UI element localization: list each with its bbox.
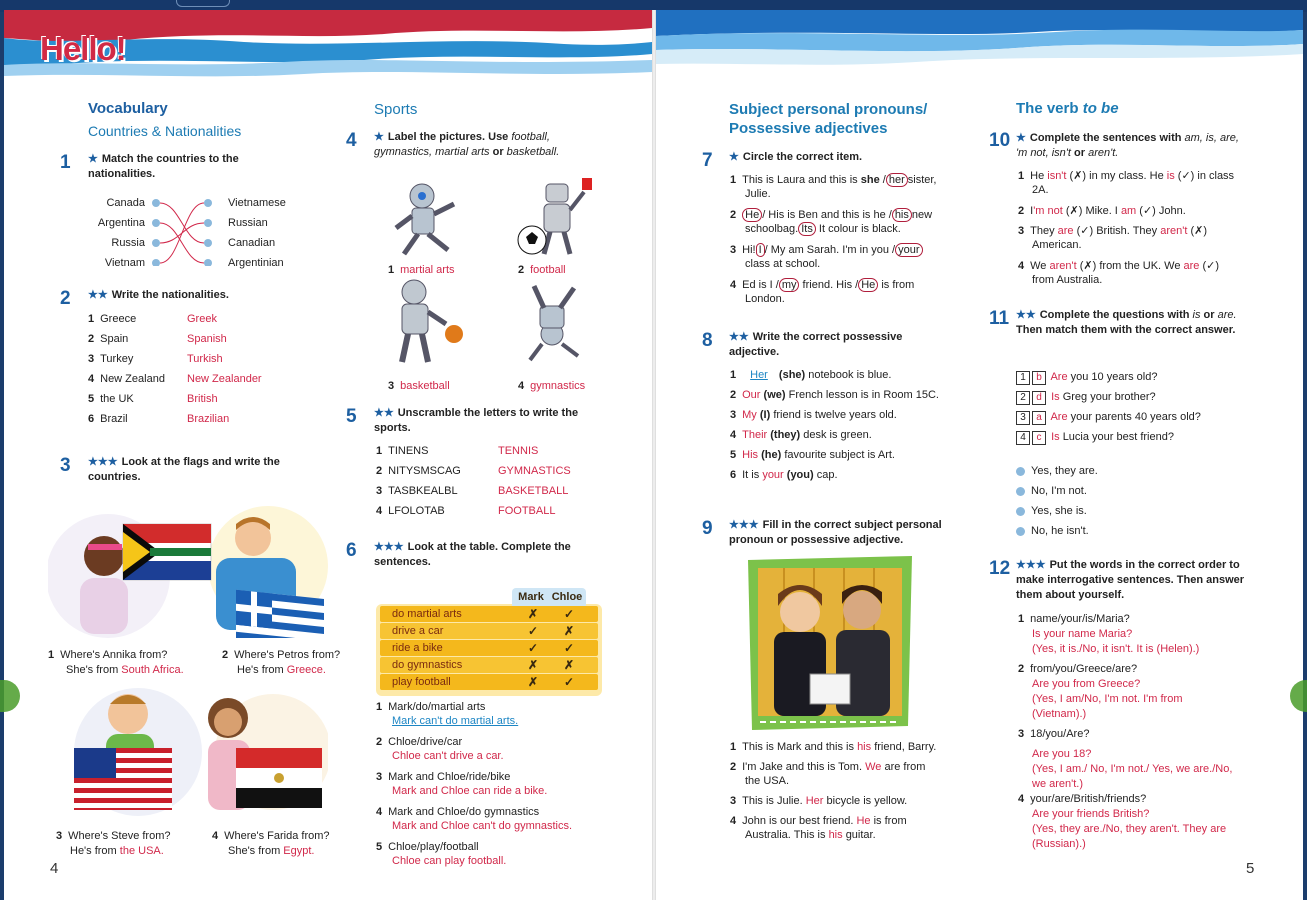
ex11-number: 11	[989, 308, 1010, 329]
ex10-number: 10	[989, 130, 1011, 151]
ex10-line-1: 1 He isn't (✗) in my class. He is (✓) in class	[1018, 170, 1235, 182]
ex7-line-4: 4 Ed is I / my friend. His / He is from	[730, 279, 915, 291]
ex12-item: 3 18/you/Are?	[1018, 728, 1090, 740]
table-cell-chloe: ✗	[563, 658, 575, 672]
ex12-answer: Are you 18?	[1032, 748, 1092, 760]
ex2-item: 6 Brazil	[88, 413, 128, 425]
ex1-number: 1	[60, 152, 71, 173]
ex12-answer: (Russian).)	[1032, 838, 1086, 850]
table-cell-chloe: ✓	[563, 641, 575, 655]
ex4-label-3: 3 basketball	[388, 380, 450, 392]
ex12-answer: (Yes, I am./ No, I'm not./ Yes, we are./No,	[1032, 763, 1233, 775]
ex5-instructions: ★★ Unscramble the letters to write the sports.	[374, 407, 579, 434]
ex7-line-3: 3 Hi! I / My am Sarah. I'm in you / your	[730, 243, 923, 257]
ex1-instructions: ★ Match the countries to the nationalities.	[88, 153, 239, 180]
ex6-answer: Chloe can play football.	[392, 855, 507, 867]
table-cell-chloe: ✓	[563, 675, 575, 689]
ex8-item: 1 Her (she) notebook is blue.	[730, 369, 892, 381]
ex3-q4: 4 Where's Farida from?	[212, 830, 330, 842]
ex12-item: 4 your/are/British/friends?	[1018, 793, 1147, 805]
table-row-activity: play football	[392, 676, 451, 688]
annika-petros-photo	[48, 506, 328, 638]
ex9-line-2: 2 I'm Jake and this is Tom. We are from	[730, 761, 926, 773]
ex9-line-1: 1 This is Mark and this is his friend, Barry.	[730, 741, 937, 753]
ex2-item: 5 the UK	[88, 393, 134, 405]
vocabulary-subtitle: Countries & Nationalities	[88, 123, 242, 139]
header-wave-right	[656, 10, 1303, 80]
table-row-activity: do martial arts	[392, 608, 462, 620]
ex12-answer: (Yes, I am/No, I'm not. I'm from	[1032, 693, 1183, 705]
ex12-item: 2 from/you/Greece/are?	[1018, 663, 1138, 675]
right-page-number: 5	[1246, 860, 1255, 877]
ex2-answer: Greek	[187, 313, 217, 325]
ex6-table	[376, 588, 602, 694]
table-row-activity: ride a bike	[392, 642, 443, 654]
ex9-number: 9	[702, 518, 713, 539]
table-cell-mark: ✓	[527, 624, 539, 638]
left-page-number: 4	[50, 860, 59, 877]
ex7-line-1b: Julie.	[745, 188, 771, 200]
left-page	[4, 10, 652, 900]
ex5-answer: GYMNASTICS	[498, 465, 571, 477]
ex2-item: 4 New Zealand	[88, 373, 165, 385]
ex8-item: 4 Their (they) desk is green.	[730, 429, 872, 441]
ex3-a2: He's from Greece.	[237, 664, 326, 676]
ex5-item: 2 NITYSMSCAG	[376, 465, 461, 477]
ex3-instructions: ★★★ Look at the flags and write the countries.	[88, 456, 280, 483]
ex3-a3: He's from the USA.	[70, 845, 164, 857]
ex7-line-2b: schoolbag. Its It colour is black.	[745, 223, 901, 235]
ex9-line-4: 4 John is our best friend. He is from	[730, 815, 907, 827]
ex9-instructions: ★★★ Fill in the correct subject personal pronoun or possessive adjective.	[729, 519, 942, 546]
ex8-item: 3 My (I) friend is twelve years old.	[730, 409, 897, 421]
ex2-answer: Spanish	[187, 333, 227, 345]
ex12-answer: we aren't.)	[1032, 778, 1084, 790]
table-row-activity: drive a car	[392, 625, 444, 637]
table-col-chloe: Chloe	[551, 591, 583, 603]
ex2-answer: Brazilian	[187, 413, 230, 425]
ex5-number: 5	[346, 406, 357, 427]
tobe-title: The verb to be	[1016, 100, 1119, 117]
ex4-label-1: 1 martial arts	[388, 264, 455, 276]
ex6-item: 1 Mark/do/martial arts	[376, 701, 486, 713]
ex12-item: 1 name/your/is/Maria?	[1018, 613, 1130, 625]
ex2-item: 1 Greece	[88, 313, 137, 325]
ex2-instructions: ★★ Write the nationalities.	[88, 289, 229, 301]
page-title: Hello!	[40, 30, 126, 67]
ex12-answer: Are your friends British?	[1032, 808, 1150, 820]
ex11-question: 2 d Is Greg your brother?	[1016, 390, 1156, 405]
ex11-question: 4 c Is Lucia your best friend?	[1016, 430, 1174, 445]
table-cell-mark: ✗	[527, 607, 539, 621]
ex1-country: Argentina	[97, 217, 145, 229]
ex11-answer-option: No, I'm not.	[1016, 484, 1087, 498]
ex5-answer: TENNIS	[498, 445, 539, 457]
toolbar-tab[interactable]	[176, 0, 230, 7]
ex6-item: 5 Chloe/play/football	[376, 841, 479, 853]
ex2-answer: Turkish	[187, 353, 223, 365]
ex5-item: 1 TINENS	[376, 445, 429, 457]
ex12-answer: Is your name Maria?	[1032, 628, 1133, 640]
ex2-number: 2	[60, 288, 71, 309]
pronouns-title: Subject personal pronouns/ Possessive adjectives	[729, 101, 928, 137]
table-cell-chloe: ✗	[563, 624, 575, 638]
table-cell-mark: ✓	[527, 641, 539, 655]
ex5-item: 3 TASBKEALBL	[376, 485, 458, 497]
ex3-a4: She's from Egypt.	[228, 845, 315, 857]
ex6-answer: Chloe can't drive a car.	[392, 750, 504, 762]
ex6-answer: Mark and Chloe can ride a bike.	[392, 785, 548, 797]
ex2-item: 2 Spain	[88, 333, 129, 345]
ex5-answer: FOOTBALL	[498, 505, 556, 517]
ex11-question: 3 a Are your parents 40 years old?	[1016, 410, 1201, 425]
ex1-country: Russia	[111, 237, 145, 249]
ex7-number: 7	[702, 150, 713, 171]
ex10-line-3: 3 They are (✓) British. They aren't (✗)	[1018, 225, 1208, 237]
ex1-nationality: Russian	[228, 217, 268, 229]
right-page	[656, 10, 1303, 900]
ex8-instructions: ★★ Write the correct possessive adjective.	[729, 331, 903, 358]
ex6-answer: Mark can't do martial arts.	[392, 715, 519, 727]
ex12-answer: (Vietnam).)	[1032, 708, 1087, 720]
ex7-line-4b: London.	[745, 293, 785, 305]
ex2-item: 3 Turkey	[88, 353, 134, 365]
ex6-answer: Mark and Chloe can't do gymnastics.	[392, 820, 573, 832]
ex11-question: 1 b Are you 10 years old?	[1016, 370, 1157, 385]
table-cell-mark: ✗	[527, 675, 539, 689]
table-cell-chloe: ✓	[563, 607, 575, 621]
ex11-answer-option: Yes, she is.	[1016, 504, 1087, 518]
steve-farida-photo	[48, 682, 328, 822]
ex11-answer-option: Yes, they are.	[1016, 464, 1098, 478]
ex6-item: 4 Mark and Chloe/do gymnastics	[376, 806, 540, 818]
ex3-q1: 1 Where's Annika from?	[48, 649, 168, 661]
ex5-answer: BASKETBALL	[498, 485, 569, 497]
ex8-number: 8	[702, 330, 713, 351]
ex6-number: 6	[346, 540, 357, 561]
ex6-item: 3 Mark and Chloe/ride/bike	[376, 771, 511, 783]
table-col-mark: Mark	[518, 591, 544, 603]
ex10-line-2: 2 I'm not (✗) Mike. I am (✓) John.	[1018, 205, 1186, 217]
ex1-matching-lines	[150, 196, 214, 266]
ex2-answer: New Zealander	[187, 373, 262, 385]
boys-reading-photo	[744, 554, 916, 732]
ex10-instructions: ★ Complete the sentences with am, is, are, 'm not, isn't or aren't.	[1016, 132, 1239, 159]
ex10-line-4b: from Australia.	[1032, 274, 1103, 286]
ex2-answer: British	[187, 393, 218, 405]
ex1-country: Canada	[106, 197, 145, 209]
ex3-q3: 3 Where's Steve from?	[56, 830, 171, 842]
ex3-q2: 2 Where's Petros from?	[222, 649, 341, 661]
ex7-line-1: 1 This is Laura and this is she / her sister,	[730, 174, 937, 186]
ex10-line-4: 4 We aren't (✗) from the UK. We are (✓)	[1018, 260, 1220, 272]
table-row-activity: do gymnastics	[392, 659, 463, 671]
ex6-item: 2 Chloe/drive/car	[376, 736, 463, 748]
table-cell-mark: ✗	[527, 658, 539, 672]
ex12-answer: (Yes, they are./No, they aren't. They are	[1032, 823, 1227, 835]
ex12-instructions: ★★★ Put the words in the correct order to make interrogative sentences. Then answer them about yourself.	[1016, 559, 1245, 601]
ex4-label-2: 2 football	[518, 264, 566, 276]
ex4-number: 4	[346, 130, 357, 151]
ex8-item: 6 It is your (you) cap.	[730, 469, 838, 481]
ex3-number: 3	[60, 455, 71, 476]
ex8-item: 2 Our (we) French lesson is in Room 15C.	[730, 389, 939, 401]
ex4-instructions: ★ Label the pictures. Use football, gymnastics, martial arts or basketball.	[374, 131, 560, 158]
ex1-nationality: Vietnamese	[228, 197, 286, 209]
ex6-instructions: ★★★ Look at the table. Complete the sentences.	[374, 541, 571, 568]
ex1-nationality: Argentinian	[228, 257, 284, 269]
ex9-line-4b: Australia. This is his guitar.	[745, 829, 876, 841]
sports-title: Sports	[374, 101, 418, 118]
ex12-answer: Are you from Greece?	[1032, 678, 1141, 690]
ex4-label-4: 4 gymnastics	[518, 380, 586, 392]
ex8-item: 5 His (he) favourite subject is Art.	[730, 449, 895, 461]
ex7-instructions: ★ Circle the correct item.	[729, 151, 863, 163]
ex10-line-1b: 2A.	[1032, 184, 1049, 196]
ex10-line-3b: American.	[1032, 239, 1082, 251]
ex9-line-2b: the USA.	[745, 775, 790, 787]
ex1-nationality: Canadian	[228, 237, 276, 249]
ex1-country: Vietnam	[104, 257, 145, 269]
ex3-a1: She's from South Africa.	[66, 664, 184, 676]
ex11-instructions: ★★ Complete the questions with is or are. Then match them with the correct answer.	[1016, 309, 1237, 336]
ex12-number: 12	[989, 558, 1011, 579]
vocabulary-title: Vocabulary	[88, 100, 168, 117]
ex7-line-3b: class at school.	[745, 258, 821, 270]
ex9-line-3: 3 This is Julie. Her bicycle is yellow.	[730, 795, 908, 807]
ex5-item: 4 LFOLOTAB	[376, 505, 445, 517]
ex11-answer-option: No, he isn't.	[1016, 524, 1089, 538]
ex7-line-2: 2 He / His is Ben and this is he / his new	[730, 209, 933, 221]
ex12-answer: (Yes, it is./No, it isn't. It is (Helen).)	[1032, 643, 1200, 655]
